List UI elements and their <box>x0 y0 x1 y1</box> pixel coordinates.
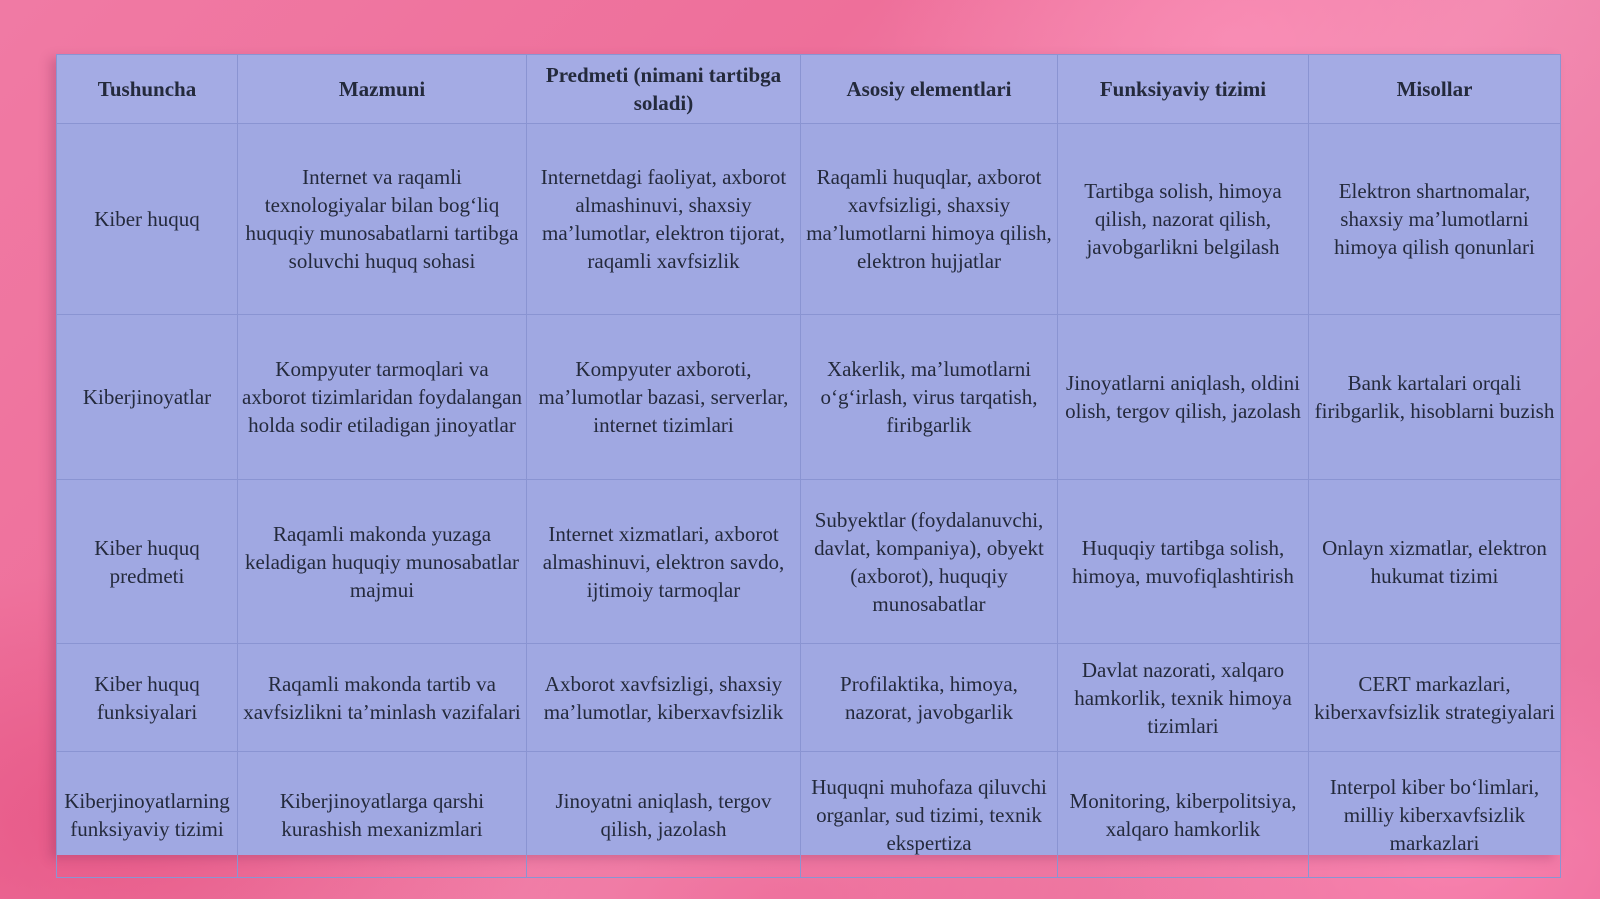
table-cell: Huquqiy tartibga solish, himoya, muvofiqlashtirish <box>1058 480 1309 644</box>
concept-table-container <box>56 54 1560 855</box>
table-cell: Elektron shartnomalar, shaxsiy ma’lumotlarni himoya qilish qonunlari <box>1309 124 1561 315</box>
table-row <box>57 124 1561 315</box>
header-funksiyaviy-tizimi: Funksiyaviy tizimi <box>1058 55 1309 124</box>
table-cell: Axborot xavfsizligi, shaxsiy ma’lumotlar, kiberxavfsizlik <box>527 644 801 752</box>
table-cell: Bank kartalari orqali firibgarlik, hisoblarni buzish <box>1309 315 1561 480</box>
table-cell: Huquqni muhofaza qiluvchi organlar, sud tizimi, texnik ekspertiza <box>801 752 1058 878</box>
table-row <box>57 480 1561 644</box>
table-cell: Davlat nazorati, xalqaro hamkorlik, texnik himoya tizimlari <box>1058 644 1309 752</box>
header-mazmuni: Mazmuni <box>238 55 527 124</box>
table-cell: Raqamli makonda yuzaga keladigan huquqiy munosabatlar majmui <box>238 480 527 644</box>
table-cell: Kiber huquq <box>57 124 238 315</box>
table-cell: Internetdagi faoliyat, axborot almashinuvi, shaxsiy ma’lumotlar, elektron tijorat, raqamli xavfsizlik <box>527 124 801 315</box>
header-predmeti: Predmeti (nimani tartibga soladi) <box>527 55 801 124</box>
table-cell: Kiberjinoyatlarning funksiyaviy tizimi <box>57 752 238 878</box>
table-cell: Kiberjinoyatlarga qarshi kurashish mexanizmlari <box>238 752 527 878</box>
header-tushuncha: Tushuncha <box>57 55 238 124</box>
table-cell: Raqamli huquqlar, axborot xavfsizligi, shaxsiy ma’lumotlarni himoya qilish, elektron hujjatlar <box>801 124 1058 315</box>
table-cell: Internet va raqamli texnologiyalar bilan bog‘liq huquqiy munosabatlarni tartibga soluvchi huquq sohasi <box>238 124 527 315</box>
table-cell: Kiber huquq predmeti <box>57 480 238 644</box>
table-cell: Interpol kiber bo‘limlari, milliy kiberxavfsizlik markazlari <box>1309 752 1561 878</box>
table-cell: Kiber huquq funksiyalari <box>57 644 238 752</box>
table-cell: Monitoring, kiberpolitsiya, xalqaro hamkorlik <box>1058 752 1309 878</box>
table-header-row <box>57 55 1561 124</box>
table-cell: Kompyuter tarmoqlari va axborot tizimlaridan foydalangan holda sodir etiladigan jinoyatlar <box>238 315 527 480</box>
header-asosiy-elementlari: Asosiy elementlari <box>801 55 1058 124</box>
table-cell: Onlayn xizmatlar, elektron hukumat tizimi <box>1309 480 1561 644</box>
table-cell: Kiberjinoyatlar <box>57 315 238 480</box>
table-row <box>57 644 1561 752</box>
concept-table <box>56 54 1561 878</box>
table-cell: Tartibga solish, himoya qilish, nazorat qilish, javobgarlikni belgilash <box>1058 124 1309 315</box>
table-cell: Jinoyatlarni aniqlash, oldini olish, tergov qilish, jazolash <box>1058 315 1309 480</box>
table-row <box>57 315 1561 480</box>
table-cell: Jinoyatni aniqlash, tergov qilish, jazolash <box>527 752 801 878</box>
table-cell: Profilaktika, himoya, nazorat, javobgarlik <box>801 644 1058 752</box>
table-cell: Raqamli makonda tartib va xavfsizlikni ta’minlash vazifalari <box>238 644 527 752</box>
table-cell: Kompyuter axboroti, ma’lumotlar bazasi, serverlar, internet tizimlari <box>527 315 801 480</box>
table-row <box>57 752 1561 878</box>
table-cell: Subyektlar (foydalanuvchi, davlat, kompaniya), obyekt (axborot), huquqiy munosabatlar <box>801 480 1058 644</box>
table-cell: CERT markazlari, kiberxavfsizlik strategiyalari <box>1309 644 1561 752</box>
header-misollar: Misollar <box>1309 55 1561 124</box>
table-cell: Internet xizmatlari, axborot almashinuvi, elektron savdo, ijtimoiy tarmoqlar <box>527 480 801 644</box>
table-cell: Xakerlik, ma’lumotlarni o‘g‘irlash, virus tarqatish, firibgarlik <box>801 315 1058 480</box>
